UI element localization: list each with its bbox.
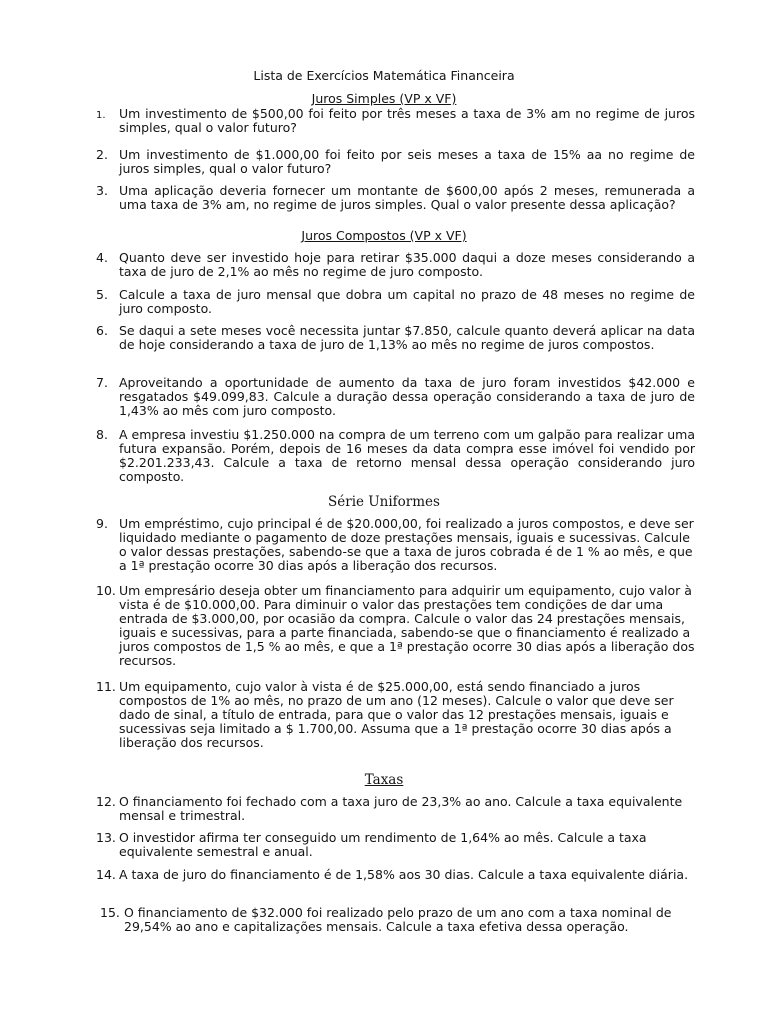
- item-text: A empresa investiu $1.250.000 na compra de um terreno com um galpão para realizar uma futura expansão. Porém, depois de 16 meses da data compra esse imóvel foi vendido por $2.201.233,43. Calcule a taxa de retorno mensal dessa operação considerando juro composto.: [119, 427, 695, 484]
- item-number: 4.: [96, 250, 108, 265]
- item-number: 14.: [96, 867, 116, 882]
- item-text: Um investimento de $500,00 foi feito por três meses a taxa de 3% am no regime de juros simples, qual o valor futuro?: [119, 106, 695, 135]
- item-number: 8.: [96, 427, 108, 442]
- item-number: 11.: [96, 679, 116, 694]
- item-text: Um empréstimo, cujo principal é de $20.000,00, foi realizado a juros compostos, e deve ser liquidado mediante o pagamento de doze prestações mensais, iguais e sucessivas. Calcule o valor dessas prestações, sabendo-se que a taxa de juros cobrada é de 1 % ao mês, e que a 1ª prestação ocorre 30 dias após a liberação dos recursos.: [119, 516, 694, 573]
- item-text: Um investimento de $1.000,00 foi feito por seis meses a taxa de 15% aa no regime de juros simples, qual o valor futuro?: [119, 147, 695, 176]
- item-text: O financiamento foi fechado com a taxa juro de 23,3% ao ano. Calcule a taxa equivalente mensal e trimestral.: [119, 794, 683, 823]
- item-number: 2.: [96, 147, 108, 162]
- section-serie-uniformes: [0, 494, 768, 510]
- item-text: O financiamento de $32.000 foi realizado pelo prazo de um ano com a taxa nominal de 29,54% ao ano e capitalizações mensais. Calcule a taxa efetiva dessa operação.: [124, 905, 672, 934]
- item-text: O investidor afirma ter conseguido um rendimento de 1,64% ao mês. Calcule a taxa equivalente semestral e anual.: [119, 830, 647, 859]
- item-number: 15.: [100, 905, 120, 920]
- item-number: 1.: [96, 110, 106, 121]
- item-number: 12.: [96, 794, 116, 809]
- item-number: 13.: [96, 830, 116, 845]
- section-heading: Juros Simples (VP x VF): [311, 91, 457, 106]
- item-text: Um equipamento, cujo valor à vista é de $25.000,00, está sendo financiado a juros compostos de 1% ao mês, no prazo de um ano (12 meses). Calcule o valor que deve ser dado de sinal, a título de entrada, para que o valor das 12 prestações mensais, iguais e sucessivas seja limitado a $ 1.700,00. Assuma que a 1ª prestação ocorre 30 dias após a liberação dos recursos.: [119, 679, 674, 750]
- section-heading: Juros Compostos (VP x VF): [301, 228, 467, 243]
- item-text: Quanto deve ser investido hoje para retirar $35.000 daqui a doze meses considerando a taxa de juro de 2,1% ao mês no regime de juro composto.: [119, 250, 695, 279]
- item-number: 3.: [96, 183, 108, 198]
- item-number: 6.: [96, 323, 108, 338]
- item-text: Aproveitando a oportunidade de aumento da taxa de juro foram investidos $42.000 e resgatados $49.099,83. Calcule a duração dessa operação considerando a taxa de juro de 1,43% ao mês com juro composto.: [119, 375, 695, 418]
- item-number: 7.: [96, 375, 108, 390]
- item-text: A taxa de juro do financiamento é de 1,58% aos 30 dias. Calcule a taxa equivalente diária.: [119, 867, 689, 882]
- item-number: 5.: [96, 287, 108, 302]
- item-text: Calcule a taxa de juro mensal que dobra um capital no prazo de 48 meses no regime de juro composto.: [119, 287, 695, 316]
- item-text: Uma aplicação deveria fornecer um montante de $600,00 após 2 meses, remunerada a uma taxa de 3% am, no regime de juros simples. Qual o valor presente dessa aplicação?: [119, 183, 695, 212]
- section-heading: Série Uniformes: [328, 494, 440, 510]
- section-juros-simples: [0, 91, 768, 107]
- document-title: Lista de Exercícios Matemática Financeira: [253, 68, 515, 83]
- section-juros-compostos: [0, 228, 768, 244]
- item-text-wrapper: [124, 906, 694, 934]
- item-text: Se daqui a sete meses você necessita juntar $7.850, calcule quanto deverá aplicar na data de hoje considerando a taxa de juro de 1,13% ao mês no regime de juros compostos.: [119, 323, 695, 352]
- item-text: Um empresário deseja obter um financiamento para adquirir um equipamento, cujo valor à vista é de $10.000,00. Para diminuir o valor das prestações tem condições de dar uma entrada de $3.000,00, por ocasião da compra. Calcule o valor das 24 prestações mensais, iguais e sucessivas, para a parte financiada, sabendo-se que o financiamento é realizado a juros compostos de 1,5 % ao mês, e que a 1ª prestação ocorre 30 dias após a liberação dos recursos.: [119, 583, 695, 668]
- item-number: 10.: [96, 583, 116, 598]
- item-number: 9.: [96, 516, 108, 531]
- section-taxas: [0, 772, 768, 788]
- section-heading: Taxas: [364, 772, 404, 788]
